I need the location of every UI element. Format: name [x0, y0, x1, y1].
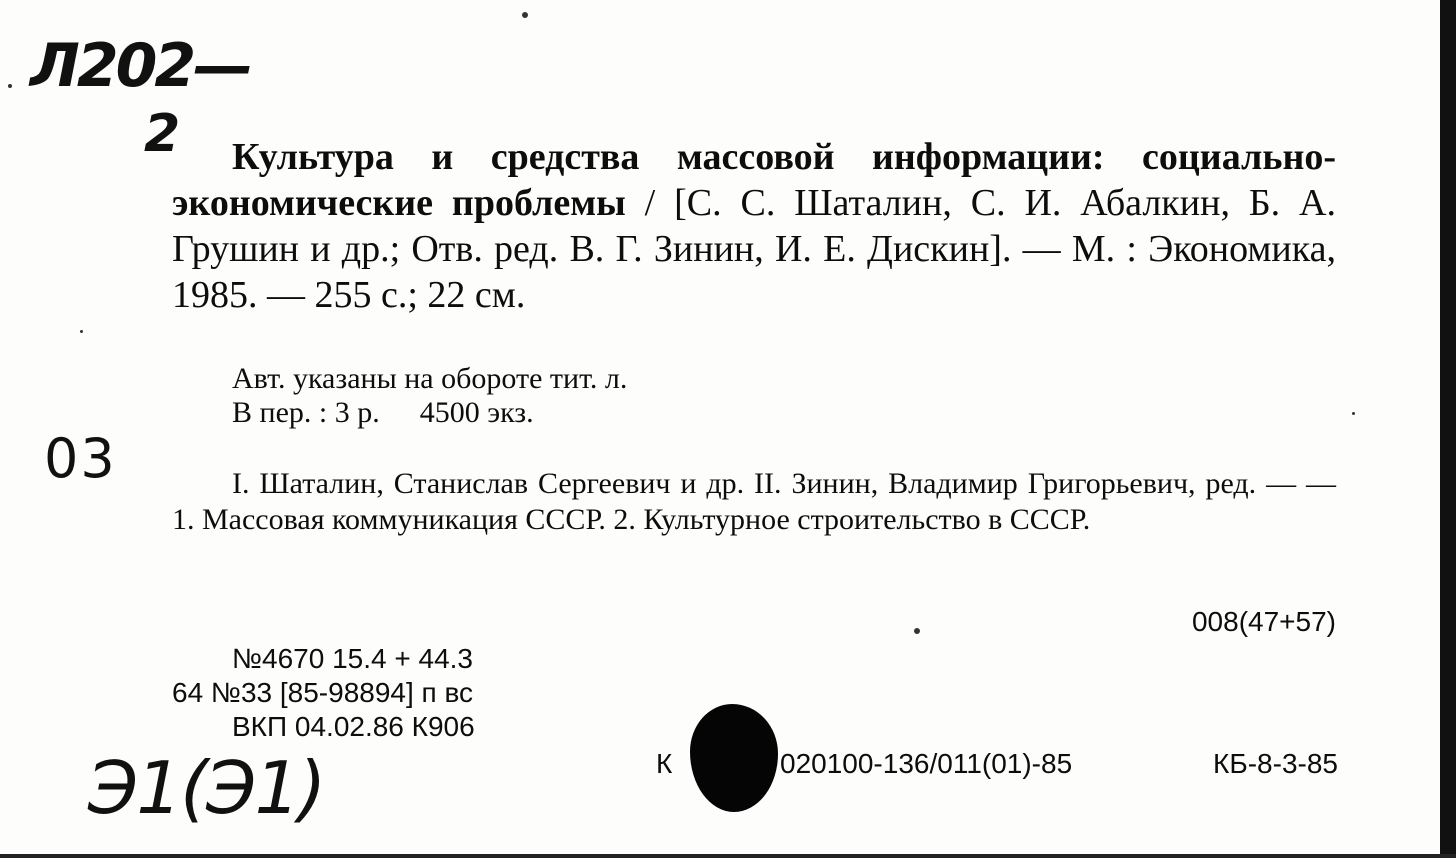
publisher-code-prefix: К: [656, 748, 673, 779]
card-edge-shadow: [1440, 0, 1456, 858]
dust-speck: [8, 84, 12, 88]
dust-speck: [522, 12, 528, 18]
service-block: [172, 642, 475, 744]
binding-price: В пер. : 3 р.: [232, 396, 380, 429]
responsibility-and-imprint: / [С. С. Шаталин, С. И. Абалкин, Б. А. Грушин и др.; Отв. ред. В. Г. Зинин, И. Е. Дискин]. — М. : Экономика, 1985. — 255 с.; 22 см.: [172, 182, 1336, 316]
service-line-2: 64 №33 [85-98894] п вс: [172, 677, 474, 708]
handwritten-copy-mark: 2: [144, 104, 181, 164]
bibliographic-entry: [172, 134, 1336, 318]
subject-tracing: I. Шаталин, Станислав Сергеевич и др. II. Зинин, Владимир Григорьевич, ред. — — 1. Массовая коммуникация СССР. 2. Культурное строительство в СССР.: [172, 467, 1336, 536]
publisher-code-number: 020100-136/011(01)-85: [780, 748, 1073, 779]
authors-note: Авт. указаны на обороте тит. л.: [232, 362, 628, 395]
udc-code: 008(47+57): [1191, 606, 1336, 637]
dust-speck: [914, 628, 920, 634]
handwritten-call-number: Э1(Э1): [88, 746, 325, 830]
book-title: Культура и средства массовой информации: социально-экономические проблемы: [172, 136, 1336, 224]
service-line-1: №4670 15.4 + 44.3: [232, 643, 474, 674]
publisher-code-suffix: КБ-8-3-85: [1213, 748, 1338, 779]
handwritten-number: Л202—: [30, 31, 251, 101]
service-line-3: ВКП 04.02.86 К906: [232, 711, 475, 742]
ink-blot: [690, 704, 778, 812]
print-run: 4500 экз.: [419, 396, 534, 429]
card-bottom-edge: [0, 854, 1456, 858]
dust-speck: [80, 330, 83, 333]
handwritten-shelf-mark: 03: [44, 427, 117, 490]
price-line: [232, 396, 534, 430]
dust-speck: [1352, 412, 1355, 415]
